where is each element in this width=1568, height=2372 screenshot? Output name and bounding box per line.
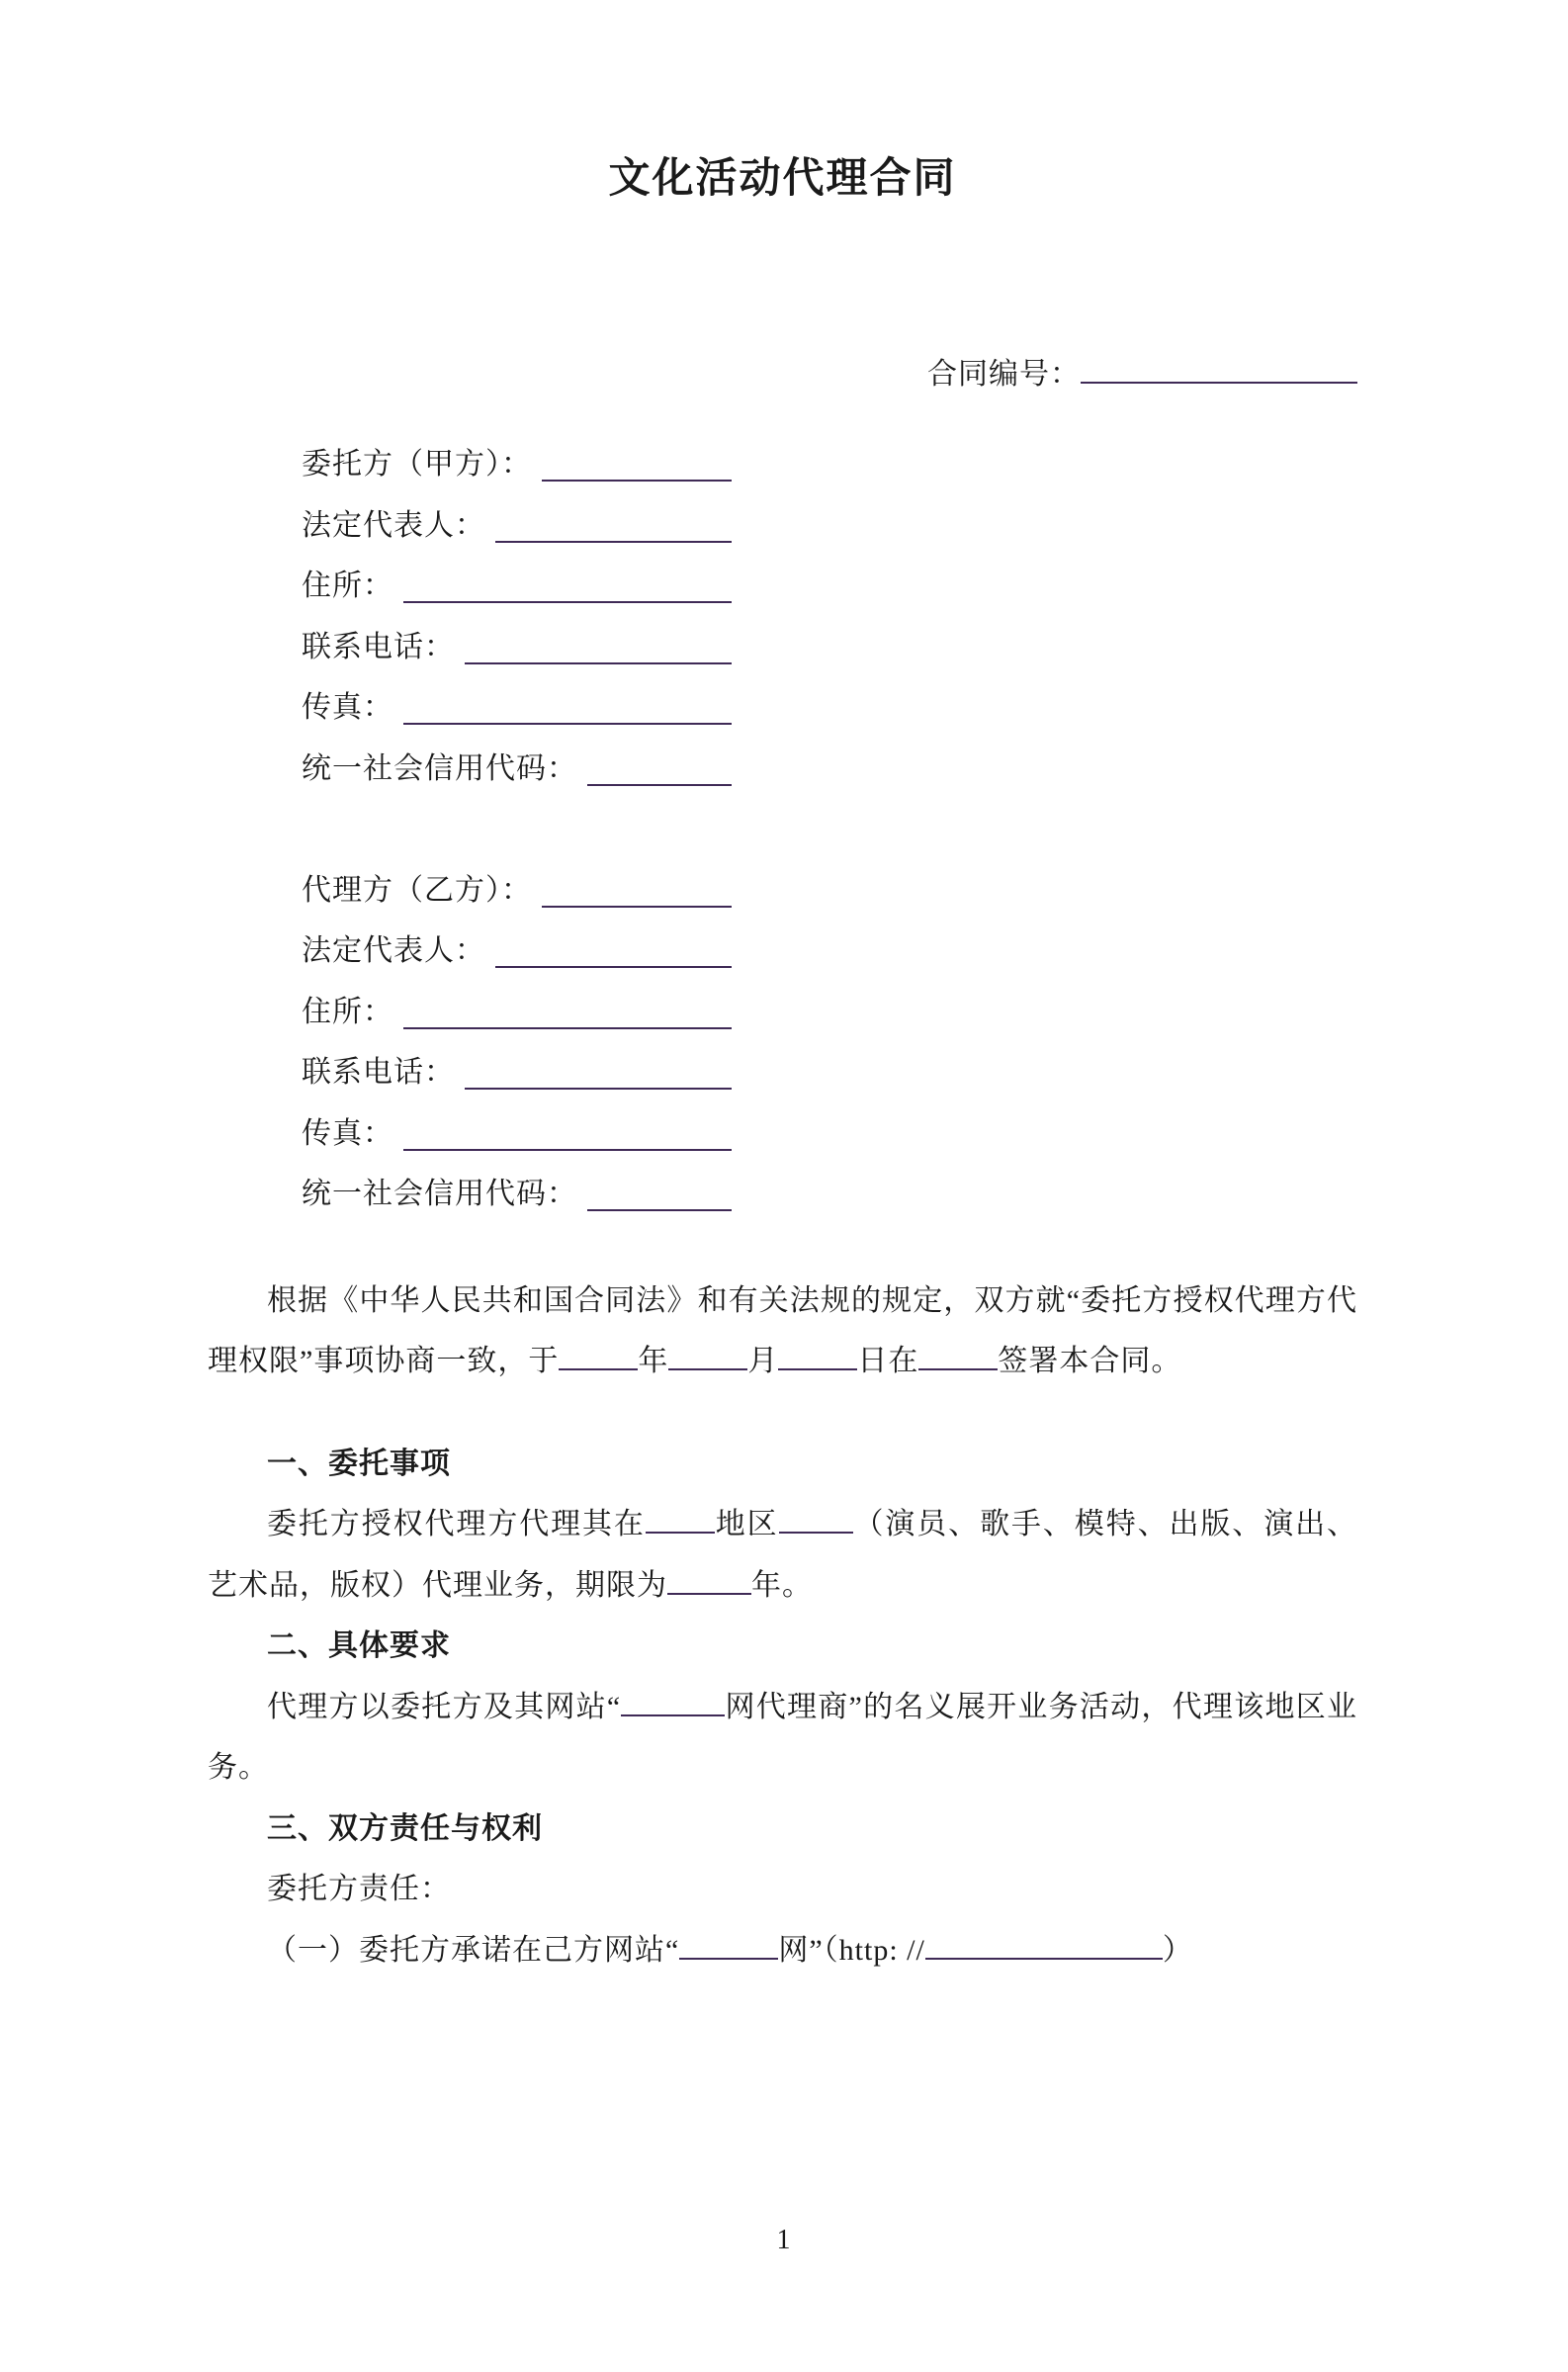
party-field-row [302, 1042, 732, 1103]
field-label: 住所： [302, 995, 393, 1028]
section-2-heading: 二、具体要求 [267, 1629, 451, 1662]
intro-paragraph: 根据《中华人民共和国合同法》和有关法规的规定，双方就“委托方授权代理方代理权限”事项协商一致，于 年 月 日在 签署本合同。 [208, 1283, 1357, 1377]
contract-number-row [208, 344, 1357, 405]
page-number: 1 [776, 2225, 792, 2255]
blank-field [403, 982, 732, 1029]
contract-number-label: 合同编号： [927, 357, 1081, 391]
blank-field [587, 739, 732, 786]
blank-field [559, 1344, 638, 1371]
party-field-row [302, 982, 732, 1043]
blank-field [587, 1164, 732, 1211]
section-3-item-1: （一）委托方承诺在己方网站“ 网”（http: // ） [267, 1933, 1193, 1967]
party-a-block [302, 434, 732, 799]
party-field-row [302, 739, 732, 800]
blank-field [778, 1344, 857, 1371]
section-1-heading: 一、委托事项 [267, 1447, 451, 1480]
party-field-row [302, 495, 732, 557]
section-3-subtitle: 委托方责任： [267, 1873, 451, 1905]
party-field-row [302, 921, 732, 982]
field-label: 法定代表人： [302, 934, 485, 967]
blank-field [495, 921, 732, 968]
party-field-row [302, 860, 732, 922]
blank-field [925, 1932, 1163, 1960]
section-2-body: 代理方以委托方及其网站“ 网代理商”的名义展开业务活动，代理该地区业务。 [208, 1690, 1357, 1784]
blank-field [403, 556, 732, 603]
party-field-row [302, 1103, 732, 1165]
field-label: 传真： [302, 1116, 393, 1150]
blank-field [779, 1507, 853, 1535]
section-1-body: 委托方授权代理方代理其在 地区 （演员、歌手、模特、出版、演出、艺术品，版权）代理业务，期限为 年。 [208, 1508, 1358, 1602]
blank-field [667, 1567, 751, 1595]
blank-field [621, 1689, 725, 1716]
blank-field [918, 1344, 998, 1371]
blank-field [668, 1344, 747, 1371]
blank-field [646, 1507, 715, 1535]
party-field-row [302, 556, 732, 617]
field-label: 统一社会信用代码： [302, 751, 577, 785]
blank-field [542, 860, 732, 908]
party-field-row [302, 617, 732, 678]
document-title: 文化活动代理合同 [608, 156, 957, 202]
field-label: 委托方（甲方）： [302, 448, 532, 481]
field-label: 传真： [302, 691, 393, 724]
blank-field [679, 1932, 778, 1960]
party-field-row [302, 677, 732, 739]
blank-field [403, 1103, 732, 1151]
blank-field [495, 495, 732, 543]
field-label: 代理方（乙方）： [302, 873, 532, 907]
blank-field [465, 1042, 732, 1090]
party-field-row [302, 1164, 732, 1225]
field-label: 联系电话： [302, 1056, 455, 1089]
field-label: 法定代表人： [302, 508, 485, 542]
contract-number-blank-field [1081, 356, 1357, 384]
field-label: 住所： [302, 570, 393, 602]
blank-field [465, 617, 732, 664]
contract-page [0, 153, 1568, 2372]
blank-field [403, 677, 732, 725]
section-3-heading: 三、双方责任与权利 [267, 1811, 543, 1845]
field-label: 联系电话： [302, 630, 455, 663]
party-b-block [302, 860, 732, 1225]
field-label: 统一社会信用代码： [302, 1178, 577, 1210]
party-field-row [302, 434, 732, 495]
blank-field [542, 434, 732, 482]
spacer [208, 799, 1357, 860]
